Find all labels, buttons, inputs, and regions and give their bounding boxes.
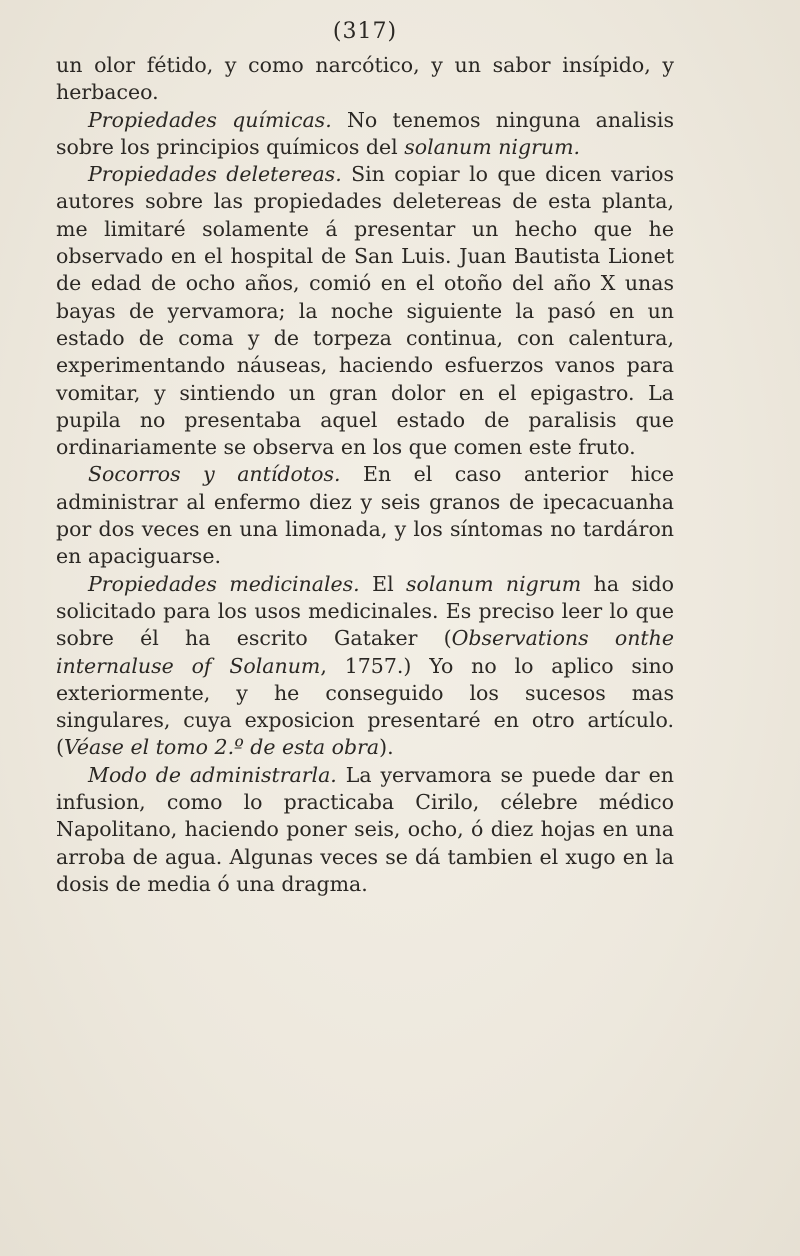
italic-text: Modo de administrarla. (88, 762, 337, 787)
italic-text: Véase el tomo 2.º de esta obra (64, 735, 380, 760)
paragraph-text: , 1757.) Yo no lo aplico sino exteriormente, y he conseguido los sucesos mas singulares, cuya exposicion presentaré en otro artículo. ( (56, 653, 674, 760)
paragraph-text: Sin copiar lo que dicen varios autores sobre las propiedades deletereas de esta planta, me limitaré solamente á presentar un hecho que he observado en el hospital de San Luis. Juan Bautista Lionet de edad de ocho años, comió en el otoño del año X unas bayas de yervamora; la noche siguiente la pasó en un estado de coma y de torpeza continua, con calentura, experimentando náuseas, haciendo esfuerzos vanos para vomitar, y sintiendo un gran dolor en el epigastro. La pupila no presentaba aquel estado de paralisis que ordinariamente se observa en los que comen este fruto. (56, 162, 674, 460)
page-number: (317) (332, 19, 398, 44)
text-block (56, 18, 674, 898)
italic-text: Propiedades químicas. (88, 107, 332, 132)
italic-text: solanum nigrum. (404, 134, 581, 159)
italic-text: Observations onthe internaluse of Solanum (56, 626, 674, 678)
paragraph (56, 161, 674, 461)
paragraph (56, 52, 674, 107)
italic-text: solanum nigrum (406, 571, 582, 596)
paragraph (56, 461, 674, 570)
paragraph-text: No tenemos ninguna analisis sobre los principios químicos del (56, 107, 675, 159)
paragraph-text: La yervamora se puede dar en infusion, como lo practicaba Cirilo, célebre médico Napolitano, haciendo poner seis, ocho, ó diez hojas en una arroba de agua. Algunas veces se dá tambien el xugo en la dosis de media ó una dragma. (56, 762, 674, 896)
paragraph-text: ). (379, 735, 394, 760)
paragraph-text: En el caso anterior hice administrar al enfermo diez y seis granos de ipecacuanha por dos veces en una limonada, y los síntomas no tardáron en apaciguarse. (56, 462, 674, 569)
italic-text: Propiedades deletereas. (88, 162, 342, 187)
paragraph (56, 762, 674, 898)
paragraph-text: ha sido solicitado para los usos medicinales. Es preciso leer lo que sobre él ha escrito Gataker ( (56, 571, 675, 651)
paragraph (56, 571, 674, 762)
body-text (56, 52, 674, 898)
italic-text: Socorros y antídotos. (88, 462, 341, 487)
paragraph (56, 107, 674, 162)
paragraph-text: un olor fétido, y como narcótico, y un sabor insípido, y herbaceo. (56, 53, 674, 105)
paragraph-text: El (359, 571, 407, 596)
italic-text: Propiedades medicinales. (88, 571, 360, 596)
